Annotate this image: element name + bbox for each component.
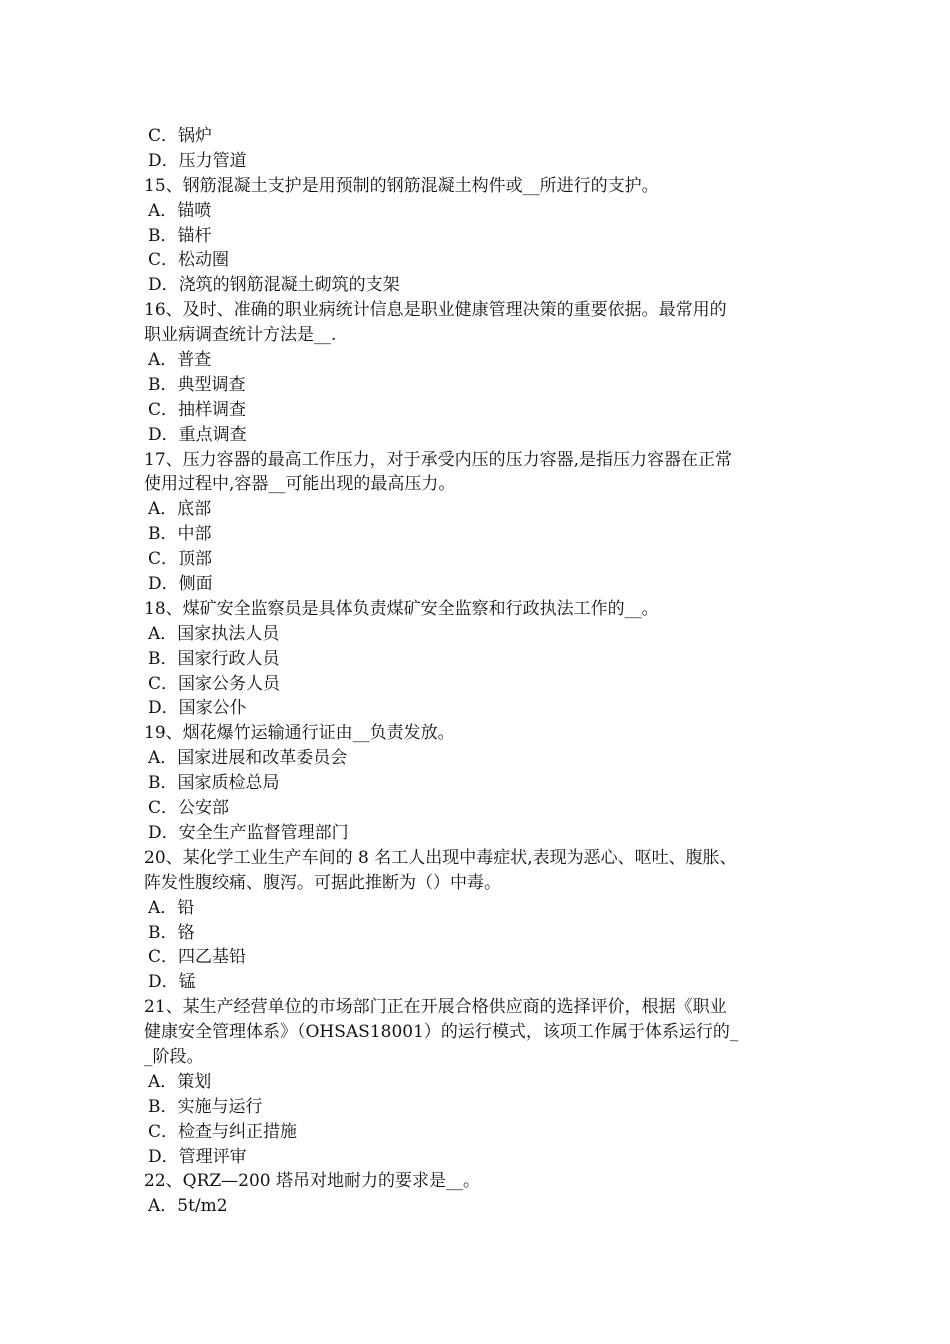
exam-question-list bbox=[144, 124, 812, 1219]
question-text: 19、烟花爆竹运输通行证由__负责发放。 bbox=[144, 723, 455, 744]
answer-option: A．底部 bbox=[148, 499, 212, 520]
answer-option: A．普查 bbox=[148, 350, 212, 371]
answer-option: A．国家进展和改革委员会 bbox=[148, 748, 348, 769]
answer-option: C．锅炉 bbox=[148, 126, 213, 146]
answer-option: C．顶部 bbox=[148, 549, 213, 570]
answer-option: D．浇筑的钢筋混凝土砌筑的支架 bbox=[148, 275, 400, 296]
answer-option: D．重点调查 bbox=[148, 424, 247, 445]
answer-option: B．国家行政人员 bbox=[148, 648, 280, 669]
answer-option: B．中部 bbox=[148, 524, 212, 545]
question-text: 使用过程中,容器__可能出现的最高压力。 bbox=[144, 474, 456, 495]
answer-option: A．国家执法人员 bbox=[148, 623, 280, 644]
answer-option: C．公安部 bbox=[148, 798, 230, 819]
question-text: 16、及时、准确的职业病统计信息是职业健康管理决策的重要依据。最常用的 bbox=[144, 300, 727, 321]
question-text: 18、煤矿安全监察员是具体负责煤矿安全监察和行政执法工作的__。 bbox=[144, 598, 659, 619]
answer-option: C．检查与纠正措施 bbox=[148, 1121, 298, 1142]
answer-option: B．铬 bbox=[148, 922, 195, 943]
question-text: 20、某化学工业生产车间的 8 名工人出现中毒症状,表现为恶心、呕吐、腹胀、 bbox=[144, 847, 737, 868]
answer-option: D．国家公仆 bbox=[148, 698, 247, 719]
question-text: 17、压力容器的最高工作压力，对于承受内压的压力容器,是指压力容器在正常 bbox=[144, 449, 733, 470]
answer-option: D．锰 bbox=[148, 972, 196, 993]
answer-option: A．铅 bbox=[148, 897, 195, 918]
answer-option: B．锚杆 bbox=[148, 225, 212, 246]
answer-option: A．锚喷 bbox=[148, 200, 212, 221]
answer-option: B．实施与运行 bbox=[148, 1096, 263, 1117]
answer-option: A．策划 bbox=[148, 1071, 212, 1092]
question-text: 21、某生产经营单位的市场部门正在开展合格供应商的选择评价，根据《职业 bbox=[144, 997, 727, 1018]
answer-option: C．松动圈 bbox=[148, 250, 230, 271]
answer-option: B．国家质检总局 bbox=[148, 773, 280, 794]
question-text: 健康安全管理体系》（OHSAS18001）的运行模式，该项工作属于体系运行的_ bbox=[144, 1022, 739, 1043]
question-text: 15、钢筋混凝土支护是用预制的钢筋混凝土构件或__所进行的支护。 bbox=[144, 175, 659, 196]
answer-option: D．安全生产监督管理部门 bbox=[148, 822, 349, 843]
answer-option: D．侧面 bbox=[148, 574, 213, 595]
question-text: 阵发性腹绞痛、腹泻。可据此推断为（）中毒。 bbox=[144, 872, 501, 893]
question-text: 22、QRZ—200 塔吊对地耐力的要求是__。 bbox=[144, 1171, 481, 1192]
answer-option: C．国家公务人员 bbox=[148, 673, 281, 694]
question-text: _阶段。 bbox=[144, 1046, 204, 1067]
answer-option: D．管理评审 bbox=[148, 1146, 247, 1167]
answer-option: B．典型调查 bbox=[148, 374, 246, 395]
question-text: 职业病调查统计方法是__. bbox=[144, 325, 337, 346]
answer-option: D．压力管道 bbox=[148, 150, 247, 171]
answer-option: A．5t/m2 bbox=[148, 1196, 228, 1217]
answer-option: C．抽样调查 bbox=[148, 399, 247, 420]
answer-option: C．四乙基铅 bbox=[148, 947, 247, 968]
